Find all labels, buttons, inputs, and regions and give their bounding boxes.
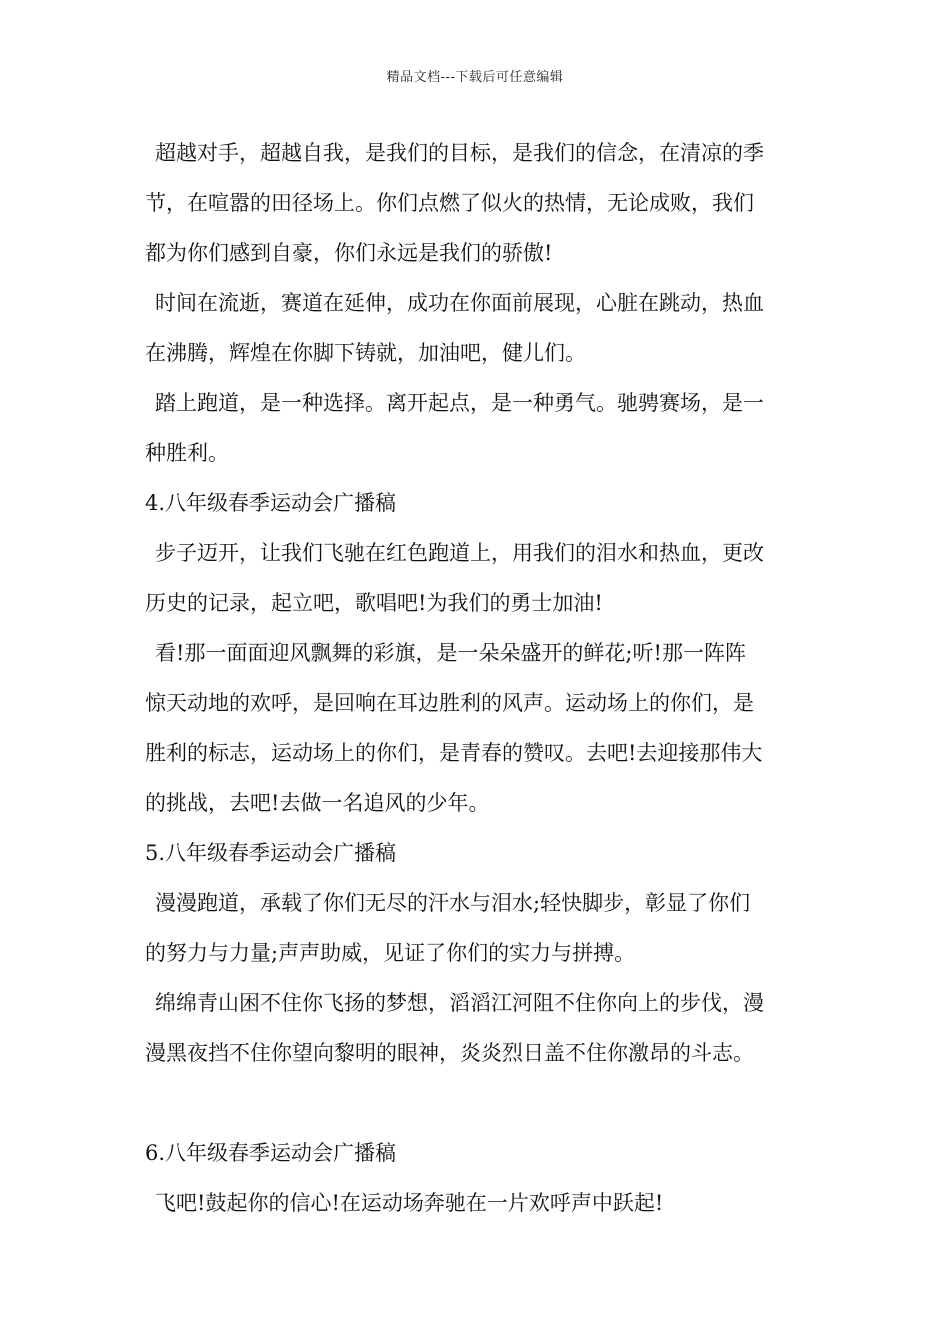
- text-line: 踏上跑道，是一种选择。离开起点，是一种勇气。驰骋赛场，是一: [155, 391, 764, 415]
- text-line: 绵绵青山困不住你飞扬的梦想，滔滔江河阻不住你向上的步伐，漫: [155, 991, 764, 1015]
- text-line: 胜利的标志，运动场上的你们，是青春的赞叹。去吧!去迎接那伟大: [145, 741, 763, 765]
- text-line: 种胜利。: [145, 441, 229, 465]
- text-line: 的挑战，去吧!去做一名追风的少年。: [145, 791, 490, 815]
- text-line: 在沸腾，辉煌在你脚下铸就，加油吧，健儿们。: [145, 341, 586, 365]
- text-line: 时间在流逝，赛道在延伸，成功在你面前展现，心脏在跳动，热血: [155, 291, 764, 315]
- text-line: 历史的记录，起立吧，歌唱吧!为我们的勇士加油!: [145, 591, 603, 615]
- page-header: 精品文档---下载后可任意编辑: [386, 70, 564, 85]
- text-line: 节，在喧嚣的田径场上。你们点燃了似火的热情，无论成败，我们: [145, 191, 754, 215]
- text-line: 惊天动地的欢呼，是回响在耳边胜利的风声。运动场上的你们，是: [145, 691, 754, 715]
- paragraph: [145, 378, 810, 478]
- text-line: 超越对手，超越自我，是我们的目标，是我们的信念，在清凉的季: [155, 141, 764, 165]
- document-body: [145, 128, 810, 1228]
- paragraph: [145, 978, 810, 1078]
- paragraph: [145, 128, 810, 278]
- text-line: 看!那一面面迎风飘舞的彩旗，是一朵朵盛开的鲜花;听!那一阵阵: [155, 641, 746, 665]
- text-line: 步子迈开，让我们飞驰在红色跑道上，用我们的泪水和热血，更改: [155, 541, 764, 565]
- paragraph: [145, 628, 810, 828]
- paragraph: [145, 278, 810, 378]
- section-heading: 6.八年级春季运动会广播稿: [145, 1141, 397, 1165]
- section-heading: 4.八年级春季运动会广播稿: [145, 491, 397, 515]
- text-line: 的努力与力量;声声助威，见证了你们的实力与拼搏。: [145, 941, 636, 965]
- text-line: 都为你们感到自豪，你们永远是我们的骄傲!: [145, 241, 553, 265]
- paragraph: [145, 1178, 810, 1228]
- text-line: 飞吧!鼓起你的信心!在运动场奔驰在一片欢呼声中跃起!: [155, 1191, 664, 1215]
- text-line: 漫黑夜挡不住你望向黎明的眼神，炎炎烈日盖不住你激昂的斗志。: [145, 1041, 754, 1065]
- section-heading: 5.八年级春季运动会广播稿: [145, 841, 397, 865]
- blank-line: [145, 1078, 810, 1128]
- text-line: 漫漫跑道，承载了你们无尽的汗水与泪水;轻快脚步，彰显了你们: [155, 891, 751, 915]
- paragraph: [145, 528, 810, 628]
- paragraph: [145, 878, 810, 978]
